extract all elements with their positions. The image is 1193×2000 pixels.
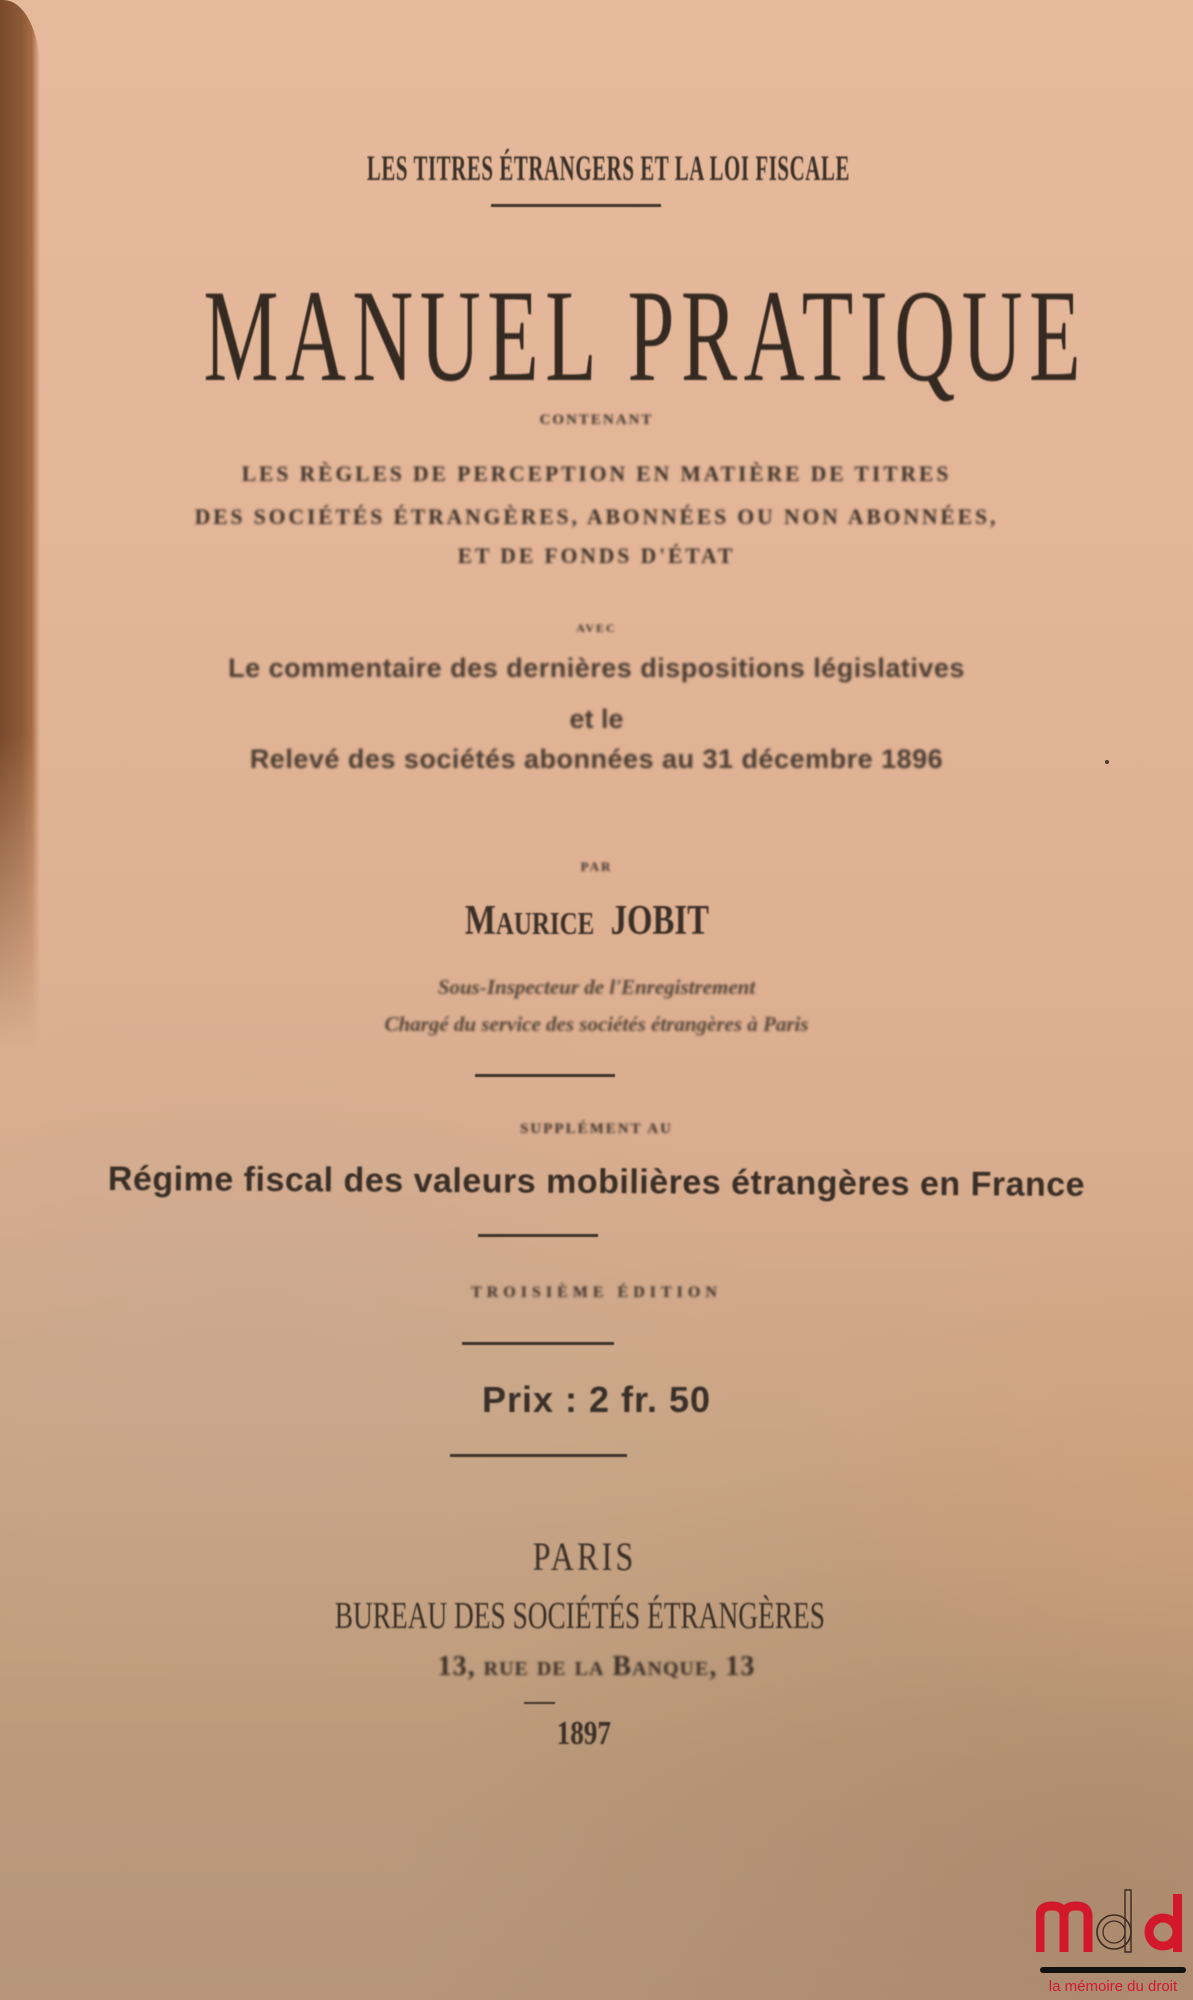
author-role: Sous-Inspecteur de l'Enregistrement [437,975,756,999]
divider-rule [450,1454,627,1457]
series-title: LES TITRES ÉTRANGERS ET LA LOI FISCALE [366,148,850,188]
paper-speck [1105,760,1109,764]
et-le-line: et le [569,704,624,734]
author-first-rest: AURICE [495,905,595,941]
author-role: Chargé du service des sociétés étrangères à Paris [384,1012,809,1036]
main-title: MANUEL PRATIQUE [203,262,1088,409]
contenant-label: CONTENANT [539,412,654,428]
divider-rule [524,1702,555,1704]
edition-label: TROISIÈME ÉDITION [471,1284,722,1301]
description-line: ET DE FONDS D'ÉTAT [457,543,736,568]
mdd-logo [1036,1888,1190,2000]
author-initial: M [464,898,496,944]
commentary-line: Le commentaire des dernières dispositions législatives [228,653,965,683]
publisher-name: BUREAU DES SOCIÉTÉS ÉTRANGÈRES [334,1595,825,1637]
logo-bar [1040,1967,1186,1973]
publisher-city: PARIS [532,1534,637,1579]
divider-rule [491,204,661,207]
supplement-title: Régime fiscal des valeurs mobilières étrangères en France [107,1160,1086,1204]
par-label: PAR [580,859,613,874]
author-name [122,900,1053,942]
description-line: LES RÈGLES DE PERCEPTION EN MATIÈRE DE TITRES [241,461,952,486]
price: Prix : 2 fr. 50 [481,1379,712,1420]
logo-tagline: la mémoire du droit [1048,1978,1178,1995]
releve-line: Relevé des sociétés abonnées au 31 décembre 1896 [249,744,944,774]
avec-label: AVEC [576,621,617,635]
supplement-label: SUPPLÉMENT AU [520,1121,673,1137]
mdd-logo-letters [1036,1888,1190,1954]
divider-rule [478,1234,598,1237]
divider-rule [475,1074,615,1077]
publication-year: 1897 [556,1715,611,1752]
divider-rule [462,1342,614,1345]
author-last-name: JOBIT [610,898,709,944]
publisher-address: 13, rue de la Banque, 13 [437,1651,756,1682]
description-line: DES SOCIÉTÉS ÉTRANGÈRES, ABONNÉES OU NON ABONNÉES, [194,504,999,529]
